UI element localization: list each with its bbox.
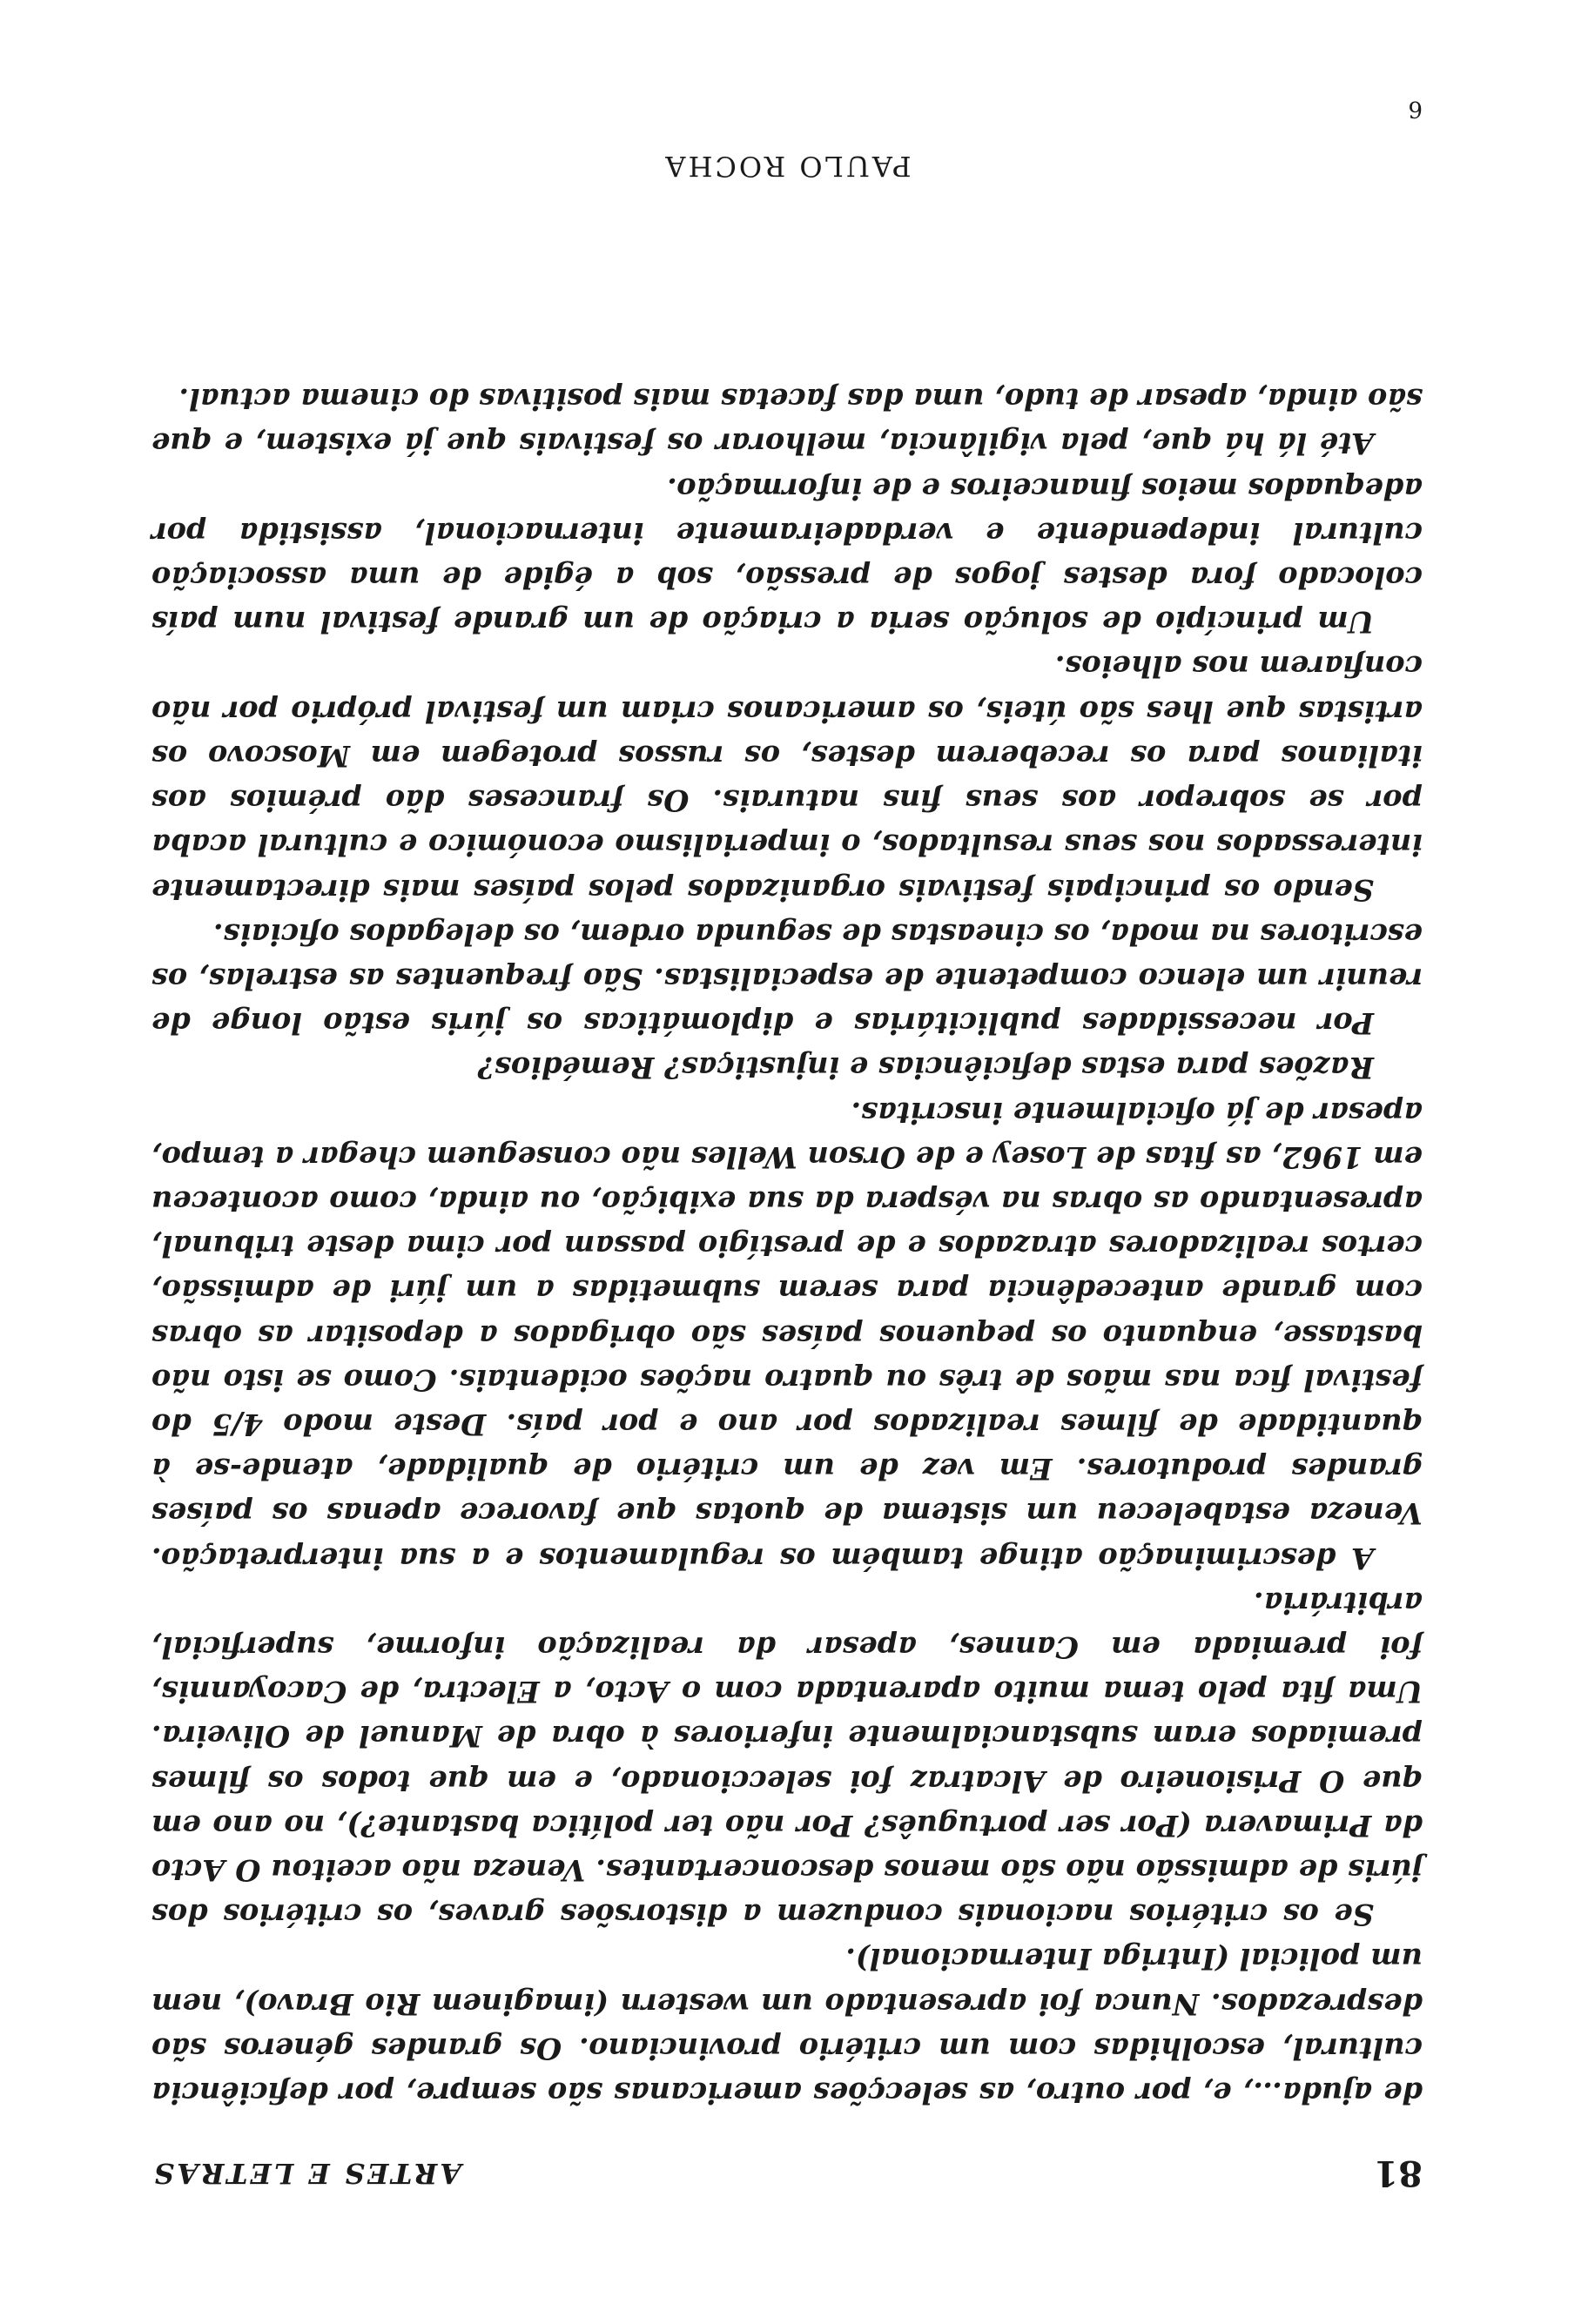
author-signature: PAULO ROCHA bbox=[663, 150, 912, 183]
paragraph: Razões para estas deficiências e injustiças? Remédios? bbox=[477, 1051, 1374, 1085]
paragraph: Até lá há que, pela vigilância, melhorar os festivais que já existem, e que são ainda, apesar de tudo, uma das facetas mais positivas do cinema actual. bbox=[151, 382, 1423, 461]
paragraph: Um princípio de solução seria a criação de um grande festival num país colocado fora destes jogos de pressão, sob a égide de uma associação cultural independente e verdadeiramente internacional, assistida por adequados meios financeiros e de informação. bbox=[151, 471, 1423, 640]
paragraph: Se os critérios nacionais conduzem a distorsões graves, os critérios dos júris de admissão não são menos desconcertantes. Veneza não aceitou O Acto da Primavera (Por ser português? Por não ter política bastante?), no ano em que O Prisioneiro de Alcatraz foi seleccionado, e em que todos os filmes premiados eram substancialmente inferiores à obra de Manuel de Oliveira. Uma fita pelo tema muito aparentada com o Acto, a Electra, de Cacoyannis, foi premiada em Cannes, apesar da realização informe, superficial, arbitrária. bbox=[151, 1585, 1423, 1932]
paragraph: de ajuda…, e, por outro, as selecções americanas são sempre, por deficiência cultural, escolhidas com um critério provinciano. Os grandes géneros são desprezados. Nunca foi apresentado um western (imaginem Rio Bravo), nem um policial (Intriga Internacional). bbox=[151, 1942, 1423, 2110]
paragraph: Sendo os principais festivais organizados pelos países mais directamente interessados nos seus resultados, o imperialismo económico e cultural acaba por se sobrepor aos seus fins naturais. Os franceses dão prémios aos italianos para os receberem destes, os russos protegem em Moscovo os artistas que lhes são úteis, os americanos criam um festival próprio por não confiarem nos alheios. bbox=[151, 649, 1423, 907]
footnote-marker: 6 bbox=[1408, 96, 1423, 122]
article-body bbox=[151, 377, 1423, 2115]
paragraph: A descriminação atinge também os regulamentos e a sua interpretação. Veneza estabeleceu um sistema de quotas que favorece apenas os países grandes produtores. Em vez de um critério de qualidade, atende-se à quantidade de filmes realizados por ano e por país. Deste modo 4/5 do festival fica nas mãos de três ou quatro nações ocidentais. Como se isto não bastasse, enquanto os pequenos países são obrigados a depositar as obras com grande antecedência para serem submetidas a um júri de admissão, certos realizadores atrazados e de prestígio passam por cima deste tribunal, apresentando as obras na véspera da sua exibição, ou ainda, como aconteceu em 1962, as fitas de Losey e de Orson Welles não conseguem chegar a tempo, apesar de já oficialmente inscritas. bbox=[151, 1095, 1423, 1575]
running-head: ARTES E LETRAS bbox=[151, 2157, 462, 2190]
paragraph: Por necessidades publicitárias e diplomáticas os júris estão longe de reunir um elenco competente de especialistas. São frequentes as estrelas, os escritores na moda, os cineastas de segunda ordem, os delegados oficiais. bbox=[151, 917, 1423, 1041]
page-number: 81 bbox=[1374, 2153, 1423, 2193]
page-header bbox=[151, 2141, 1423, 2193]
